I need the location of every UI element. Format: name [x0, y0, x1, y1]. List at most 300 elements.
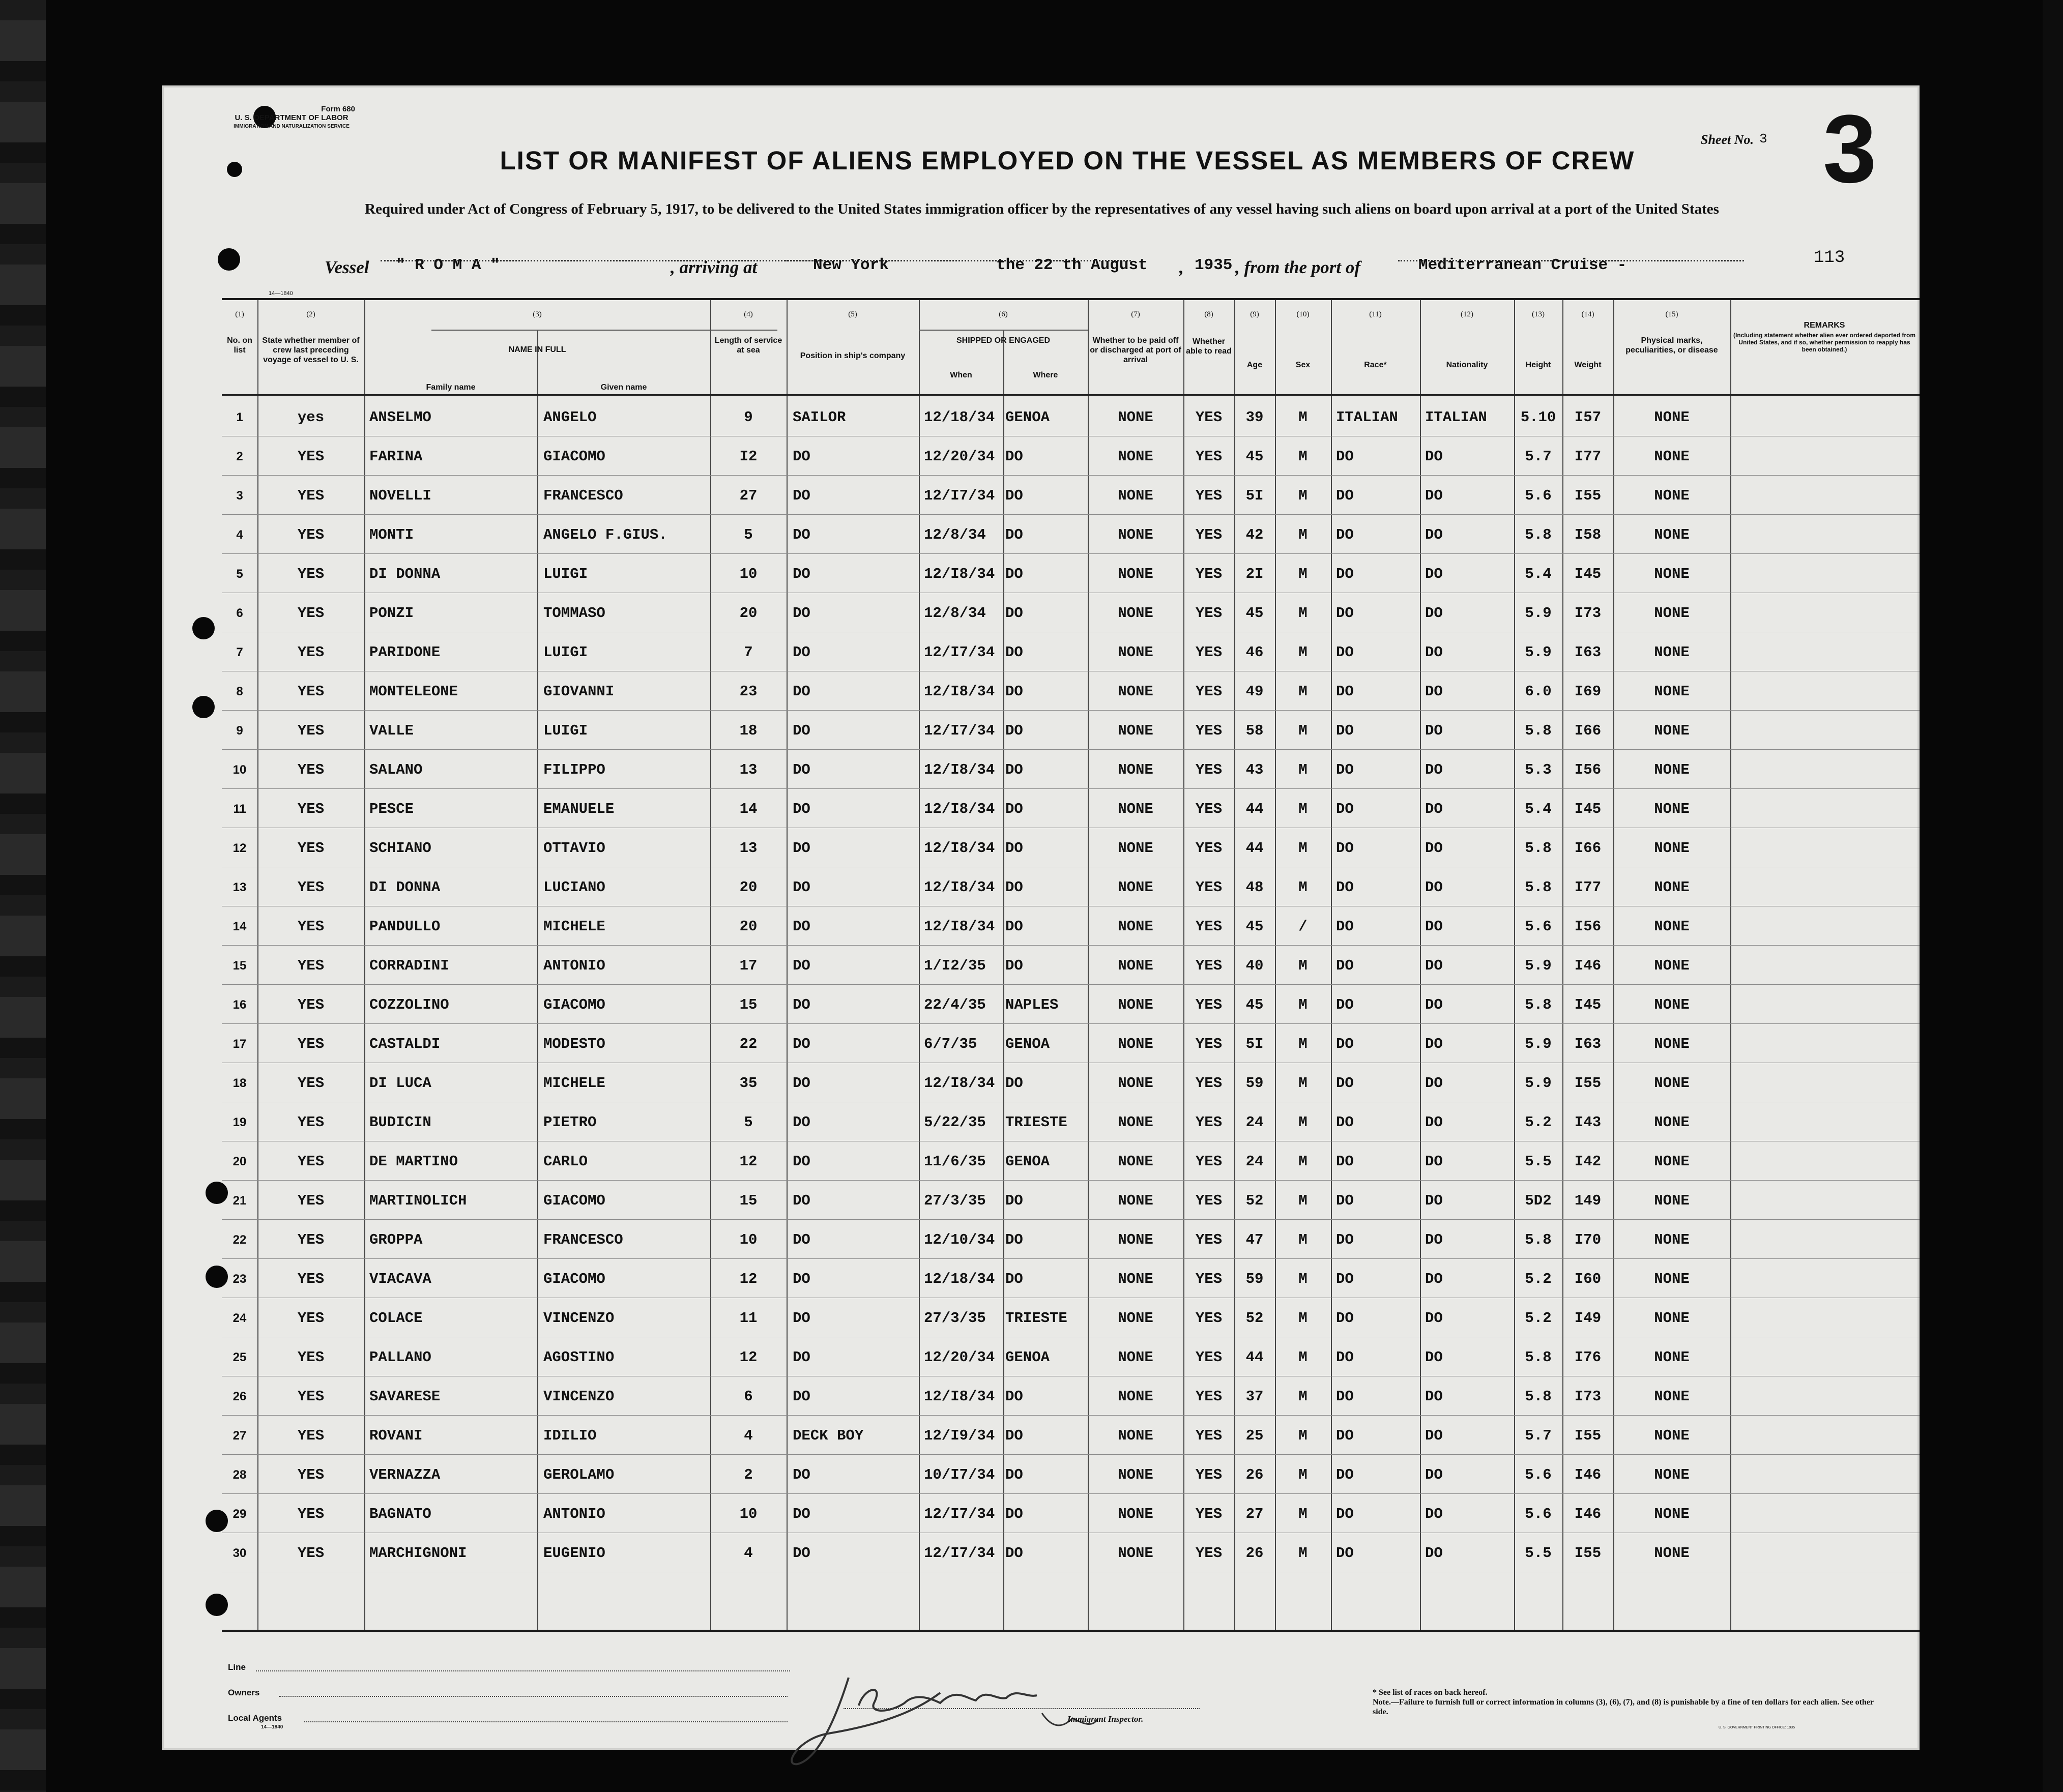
table-row — [222, 1258, 1920, 1297]
cell-given: TOMMASO — [543, 605, 605, 622]
cell-age: 45 — [1245, 996, 1264, 1013]
cell-weight: I46 — [1574, 957, 1602, 974]
punch-hole — [227, 162, 242, 177]
arrival-port: New York — [813, 256, 889, 274]
cell-service: 12 — [739, 1349, 758, 1366]
cell-read: YES — [1195, 840, 1223, 857]
cell-voyage: YES — [297, 1466, 325, 1483]
header-height: Height — [1525, 361, 1551, 369]
cell-paid: NONE — [1118, 722, 1153, 739]
cell-where: DO — [1005, 879, 1023, 896]
cell-position: DO — [793, 1036, 810, 1052]
cell-given: EUGENIO — [543, 1545, 605, 1562]
header-position: Position in ship's company — [800, 351, 906, 360]
cell-voyage: YES — [297, 1349, 325, 1366]
cell-when: 12/I8/34 — [924, 840, 995, 857]
cell-sex: M — [1298, 1545, 1307, 1562]
cell-race: DO — [1336, 644, 1354, 661]
cell-age: 52 — [1245, 1192, 1264, 1209]
cell-where: DO — [1005, 448, 1023, 465]
cell-paid: NONE — [1118, 1427, 1153, 1444]
cell-nationality: DO — [1425, 722, 1443, 739]
cell-nationality: DO — [1425, 1545, 1443, 1562]
cell-given: FRANCESCO — [543, 1231, 623, 1248]
cell-paid: NONE — [1118, 761, 1153, 778]
cell-weight: I55 — [1574, 487, 1602, 504]
cell-voyage: YES — [297, 526, 325, 543]
cell-age: 5I — [1245, 1036, 1264, 1052]
cell-position: DO — [793, 996, 810, 1013]
cell-paid: NONE — [1118, 957, 1153, 974]
cell-given: EMANUELE — [543, 801, 615, 817]
cell-no: 23 — [233, 1272, 247, 1286]
cell-no: 26 — [233, 1390, 247, 1403]
cell-paid: NONE — [1118, 683, 1153, 700]
cell-service: 5 — [744, 1114, 753, 1131]
cell-nationality: DO — [1425, 526, 1443, 543]
cell-service: 20 — [739, 605, 758, 622]
cell-age: 27 — [1245, 1506, 1264, 1522]
cell-paid: NONE — [1118, 448, 1153, 465]
cell-read: YES — [1195, 722, 1223, 739]
cell-nationality: DO — [1425, 605, 1443, 622]
cell-family: ROVANI — [369, 1427, 423, 1444]
cell-height: 5.9 — [1525, 957, 1552, 974]
cell-where: GENOA — [1005, 409, 1050, 426]
footer-local-agents-field — [304, 1721, 788, 1722]
cell-height: 5.6 — [1525, 1466, 1552, 1483]
cell-position: DO — [793, 840, 810, 857]
cell-family: PONZI — [369, 605, 414, 622]
table-row — [222, 514, 1920, 553]
cell-sex: M — [1298, 1231, 1307, 1248]
cell-when: 12/I8/34 — [924, 918, 995, 935]
cell-position: DO — [793, 801, 810, 817]
cell-position: DO — [793, 1153, 810, 1170]
cell-when: 12/I9/34 — [924, 1427, 995, 1444]
arrival-year: 1935 — [1195, 256, 1233, 274]
cell-sex: M — [1298, 761, 1307, 778]
cell-paid: NONE — [1118, 487, 1153, 504]
cell-position: DO — [793, 683, 810, 700]
cell-voyage: YES — [297, 801, 325, 817]
cell-age: 37 — [1245, 1388, 1264, 1405]
table-row — [222, 1063, 1920, 1101]
table-row — [222, 1219, 1920, 1258]
table-row — [222, 1023, 1920, 1062]
cell-no: 4 — [236, 528, 243, 542]
cell-height: 5.8 — [1525, 840, 1552, 857]
cell-race: DO — [1336, 1036, 1354, 1052]
table-row — [222, 867, 1920, 905]
manifest-sheet — [162, 85, 1920, 1750]
cell-voyage: YES — [297, 605, 325, 622]
cell-family: MARCHIGNONI — [369, 1545, 467, 1562]
cell-physical: NONE — [1654, 1310, 1690, 1327]
cell-sex: M — [1298, 879, 1307, 896]
cell-voyage: YES — [297, 1192, 325, 1209]
cell-race: DO — [1336, 1466, 1354, 1483]
cell-nationality: DO — [1425, 1036, 1443, 1052]
cell-family: CASTALDI — [369, 1036, 441, 1052]
cell-physical: NONE — [1654, 1153, 1690, 1170]
cell-family: VERNAZZA — [369, 1466, 441, 1483]
cell-family: NOVELLI — [369, 487, 431, 504]
cell-physical: NONE — [1654, 1271, 1690, 1287]
cell-sex: M — [1298, 801, 1307, 817]
cell-physical: NONE — [1654, 526, 1690, 543]
cell-where: DO — [1005, 1388, 1023, 1405]
cell-voyage: YES — [297, 1231, 325, 1248]
cell-given: GIACOMO — [543, 1271, 605, 1287]
from-port: Mediterranean Cruise - — [1418, 256, 1627, 274]
cell-sex: M — [1298, 566, 1307, 582]
cell-voyage: YES — [297, 1075, 325, 1092]
cell-family: FARINA — [369, 448, 423, 465]
cell-where: DO — [1005, 918, 1023, 935]
cell-service: 20 — [739, 879, 758, 896]
table-row — [222, 710, 1920, 749]
cell-no: 20 — [233, 1155, 247, 1168]
cell-when: 12/I8/34 — [924, 683, 995, 700]
cell-voyage: YES — [297, 761, 325, 778]
cell-physical: NONE — [1654, 996, 1690, 1013]
cell-weight: I58 — [1574, 526, 1602, 543]
cell-family: BAGNATO — [369, 1506, 431, 1522]
header-name-in-full: NAME IN FULL — [508, 345, 566, 354]
col-num-4: (4) — [744, 310, 753, 318]
header-no-on-list: No. on list — [227, 336, 252, 355]
printer-imprint: U. S. GOVERNMENT PRINTING OFFICE: 1935 — [1719, 1726, 1795, 1729]
scan-edge-right — [2043, 0, 2063, 1792]
cell-height: 5.6 — [1525, 918, 1552, 935]
table-row — [222, 553, 1920, 592]
cell-sex: M — [1298, 1271, 1307, 1287]
cell-family: VALLE — [369, 722, 414, 739]
cell-family: MONTI — [369, 526, 414, 543]
sheet-number-label: Sheet No. — [1701, 132, 1754, 147]
cell-paid: NONE — [1118, 1506, 1153, 1522]
cell-physical: NONE — [1654, 1036, 1690, 1052]
cell-physical: NONE — [1654, 1349, 1690, 1366]
col-num-13: (13) — [1532, 310, 1545, 318]
cell-service: 17 — [739, 957, 758, 974]
cell-when: 1/I2/35 — [924, 957, 986, 974]
cell-race: DO — [1336, 683, 1354, 700]
cell-weight: I77 — [1574, 448, 1602, 465]
cell-race: DO — [1336, 1310, 1354, 1327]
cell-nationality: DO — [1425, 1192, 1443, 1209]
cell-age: 26 — [1245, 1545, 1264, 1562]
cell-height: 5.8 — [1525, 879, 1552, 896]
cell-when: 12/18/34 — [924, 409, 995, 426]
cell-height: 5.8 — [1525, 1349, 1552, 1366]
header-remarks-note: (Including statement whether alien ever ordered deported from United States, and if so, whether permission to reapply has been obtained.) — [1733, 332, 1916, 353]
cell-when: 6/7/35 — [924, 1036, 977, 1052]
cell-no: 18 — [233, 1076, 247, 1090]
cell-when: 27/3/35 — [924, 1310, 986, 1327]
cell-no: 14 — [233, 920, 247, 933]
cell-paid: NONE — [1118, 996, 1153, 1013]
cell-service: 12 — [739, 1153, 758, 1170]
cell-read: YES — [1195, 526, 1223, 543]
header-length-of-service: Length of service at sea — [714, 336, 782, 355]
col-num-5: (5) — [848, 310, 857, 318]
cell-no: 1 — [236, 410, 243, 424]
cell-voyage: YES — [297, 1388, 325, 1405]
cell-nationality: DO — [1425, 566, 1443, 582]
cell-family: SALANO — [369, 761, 423, 778]
table-row — [222, 749, 1920, 788]
col-num-12: (12) — [1461, 310, 1473, 318]
cell-sex: M — [1298, 1114, 1307, 1131]
table-row — [222, 788, 1920, 827]
cell-when: 12/10/34 — [924, 1231, 995, 1248]
cell-given: VINCENZO — [543, 1310, 615, 1327]
footer-notes — [1373, 1688, 1881, 1717]
cell-read: YES — [1195, 1231, 1223, 1248]
col-num-11: (11) — [1369, 310, 1382, 318]
cell-when: 22/4/35 — [924, 996, 986, 1013]
cell-service: 7 — [744, 644, 753, 661]
cell-given: GIOVANNI — [543, 683, 615, 700]
cell-when: 12/8/34 — [924, 605, 986, 622]
cell-given: PIETRO — [543, 1114, 597, 1131]
cell-given: LUIGI — [543, 566, 588, 582]
table-row — [222, 945, 1920, 984]
cell-family: DI LUCA — [369, 1075, 431, 1092]
cell-paid: NONE — [1118, 1231, 1153, 1248]
table-row — [222, 1376, 1920, 1415]
cell-family: MARTINOLICH — [369, 1192, 467, 1209]
cell-position: DO — [793, 722, 810, 739]
cell-race: DO — [1336, 1075, 1354, 1092]
cell-age: 24 — [1245, 1114, 1264, 1131]
cell-where: DO — [1005, 761, 1023, 778]
cell-race: DO — [1336, 722, 1354, 739]
header-where: Where — [1033, 371, 1058, 379]
cell-height: 5.9 — [1525, 644, 1552, 661]
cell-paid: NONE — [1118, 409, 1153, 426]
cell-read: YES — [1195, 1427, 1223, 1444]
cell-read: YES — [1195, 448, 1223, 465]
arrival-year-separator: , — [1179, 257, 1184, 277]
cell-read: YES — [1195, 1075, 1223, 1092]
cell-nationality: DO — [1425, 1388, 1443, 1405]
cell-service: 13 — [739, 761, 758, 778]
cell-physical: NONE — [1654, 957, 1690, 974]
races-note: * See list of races on back hereof. — [1373, 1688, 1488, 1697]
cell-nationality: DO — [1425, 1310, 1443, 1327]
cell-sex: M — [1298, 409, 1307, 426]
cell-when: 12/I7/34 — [924, 487, 995, 504]
cell-read: YES — [1195, 1192, 1223, 1209]
cell-service: I2 — [739, 448, 758, 465]
cell-sex: M — [1298, 683, 1307, 700]
cell-given: ANTONIO — [543, 1506, 605, 1522]
table-row — [222, 828, 1920, 866]
cell-where: DO — [1005, 526, 1023, 543]
cell-position: DO — [793, 1114, 810, 1131]
cell-position: DO — [793, 1545, 810, 1562]
cell-physical: NONE — [1654, 1388, 1690, 1405]
cell-position: DO — [793, 918, 810, 935]
cell-sex: M — [1298, 1388, 1307, 1405]
header-when: When — [950, 371, 972, 379]
cell-when: 12/18/34 — [924, 1271, 995, 1287]
cell-when: 12/I7/34 — [924, 1506, 995, 1522]
cell-age: 52 — [1245, 1310, 1264, 1327]
cell-height: 5.8 — [1525, 722, 1552, 739]
cell-race: DO — [1336, 605, 1354, 622]
cell-height: 5.8 — [1525, 1231, 1552, 1248]
footer-agents-code: 14—1840 — [261, 1724, 283, 1730]
header-age: Age — [1246, 361, 1263, 369]
cell-height: 5.7 — [1525, 1427, 1552, 1444]
cell-age: 46 — [1245, 644, 1264, 661]
cell-given: LUIGI — [543, 722, 588, 739]
cell-height: 5.8 — [1525, 996, 1552, 1013]
footer-owners-label: Owners — [228, 1688, 260, 1697]
cell-paid: NONE — [1118, 1349, 1153, 1366]
cell-position: DO — [793, 761, 810, 778]
cell-age: 43 — [1245, 761, 1264, 778]
cell-voyage: YES — [297, 1427, 325, 1444]
cell-race: DO — [1336, 918, 1354, 935]
cell-height: 5.10 — [1520, 409, 1556, 426]
cell-service: 20 — [739, 918, 758, 935]
cell-weight: I60 — [1574, 1271, 1602, 1287]
table-row — [222, 1415, 1920, 1454]
cell-service: 4 — [744, 1545, 753, 1562]
cell-given: IDILIO — [543, 1427, 597, 1444]
cell-height: 5.3 — [1525, 761, 1552, 778]
cell-service: 35 — [739, 1075, 758, 1092]
cell-service: 12 — [739, 1271, 758, 1287]
cell-read: YES — [1195, 996, 1223, 1013]
table-row — [222, 593, 1920, 631]
cell-no: 15 — [233, 959, 247, 973]
cell-paid: NONE — [1118, 1114, 1153, 1131]
cell-family: DI DONNA — [369, 879, 441, 896]
form-number: Form 680 — [321, 105, 355, 113]
cell-service: 10 — [739, 566, 758, 582]
cell-given: CARLO — [543, 1153, 588, 1170]
cell-when: 12/I8/34 — [924, 801, 995, 817]
cell-physical: NONE — [1654, 409, 1690, 426]
cell-height: 5.4 — [1525, 566, 1552, 582]
col-num-8: (8) — [1204, 310, 1213, 318]
cell-physical: NONE — [1654, 761, 1690, 778]
cell-family: SAVARESE — [369, 1388, 441, 1405]
cell-given: OTTAVIO — [543, 840, 605, 857]
cell-age: 26 — [1245, 1466, 1264, 1483]
page-number: 113 — [1814, 248, 1845, 268]
cell-read: YES — [1195, 1349, 1223, 1366]
cell-weight: I46 — [1574, 1466, 1602, 1483]
cell-voyage: YES — [297, 1036, 325, 1052]
cell-where: DO — [1005, 722, 1023, 739]
cell-no: 22 — [233, 1233, 247, 1247]
header-weight: Weight — [1574, 361, 1602, 369]
punch-hole — [218, 248, 240, 271]
cell-weight: I42 — [1574, 1153, 1602, 1170]
cell-when: 11/6/35 — [924, 1153, 986, 1170]
cell-given: GIACOMO — [543, 448, 605, 465]
cell-family: ANSELMO — [369, 409, 431, 426]
cell-paid: NONE — [1118, 1545, 1153, 1562]
punch-hole — [192, 696, 215, 718]
cell-read: YES — [1195, 879, 1223, 896]
cell-physical: NONE — [1654, 605, 1690, 622]
cell-position: DO — [793, 1506, 810, 1522]
cell-read: YES — [1195, 1036, 1223, 1052]
cell-physical: NONE — [1654, 566, 1690, 582]
cell-race: DO — [1336, 448, 1354, 465]
cell-voyage: YES — [297, 1153, 325, 1170]
cell-physical: NONE — [1654, 1231, 1690, 1248]
table-row — [222, 671, 1920, 710]
cell-physical: NONE — [1654, 644, 1690, 661]
cell-family: PANDULLO — [369, 918, 441, 935]
cell-read: YES — [1195, 1388, 1223, 1405]
cell-where: DO — [1005, 1271, 1023, 1287]
cell-voyage: YES — [297, 1310, 325, 1327]
cell-read: YES — [1195, 1466, 1223, 1483]
cell-age: 40 — [1245, 957, 1264, 974]
cell-family: PARIDONE — [369, 644, 441, 661]
cell-nationality: DO — [1425, 1271, 1443, 1287]
cell-physical: NONE — [1654, 487, 1690, 504]
cell-physical: NONE — [1654, 448, 1690, 465]
cell-nationality: DO — [1425, 487, 1443, 504]
cell-where: DO — [1005, 1231, 1023, 1248]
cell-age: 42 — [1245, 526, 1264, 543]
cell-position: DO — [793, 1310, 810, 1327]
cell-when: 12/I8/34 — [924, 879, 995, 896]
cell-where: DO — [1005, 1192, 1023, 1209]
cell-physical: NONE — [1654, 1506, 1690, 1522]
cell-nationality: DO — [1425, 840, 1443, 857]
cell-age: 47 — [1245, 1231, 1264, 1248]
cell-height: 5.9 — [1525, 605, 1552, 622]
cell-family: VIACAVA — [369, 1271, 431, 1287]
cell-age: 44 — [1245, 801, 1264, 817]
cell-age: 24 — [1245, 1153, 1264, 1170]
cell-race: DO — [1336, 761, 1354, 778]
vessel-label: Vessel — [325, 257, 369, 277]
cell-sex: M — [1298, 1349, 1307, 1366]
cell-given: LUCIANO — [543, 879, 605, 896]
cell-service: 10 — [739, 1506, 758, 1522]
cell-physical: NONE — [1654, 1075, 1690, 1092]
cell-position: DO — [793, 1466, 810, 1483]
cell-service: 14 — [739, 801, 758, 817]
cell-service: 13 — [739, 840, 758, 857]
cell-weight: I73 — [1574, 605, 1602, 622]
cell-nationality: DO — [1425, 957, 1443, 974]
header-paid-off: Whether to be paid off or discharged at port of arrival — [1090, 336, 1181, 364]
cell-no: 11 — [233, 802, 246, 816]
cell-voyage: YES — [297, 1545, 325, 1562]
cell-weight: I56 — [1574, 918, 1602, 935]
form-identifier — [223, 105, 360, 131]
cell-weight: I45 — [1574, 801, 1602, 817]
cell-sex: M — [1298, 1153, 1307, 1170]
cell-paid: NONE — [1118, 1388, 1153, 1405]
cell-physical: NONE — [1654, 879, 1690, 896]
cell-race: DO — [1336, 1427, 1354, 1444]
